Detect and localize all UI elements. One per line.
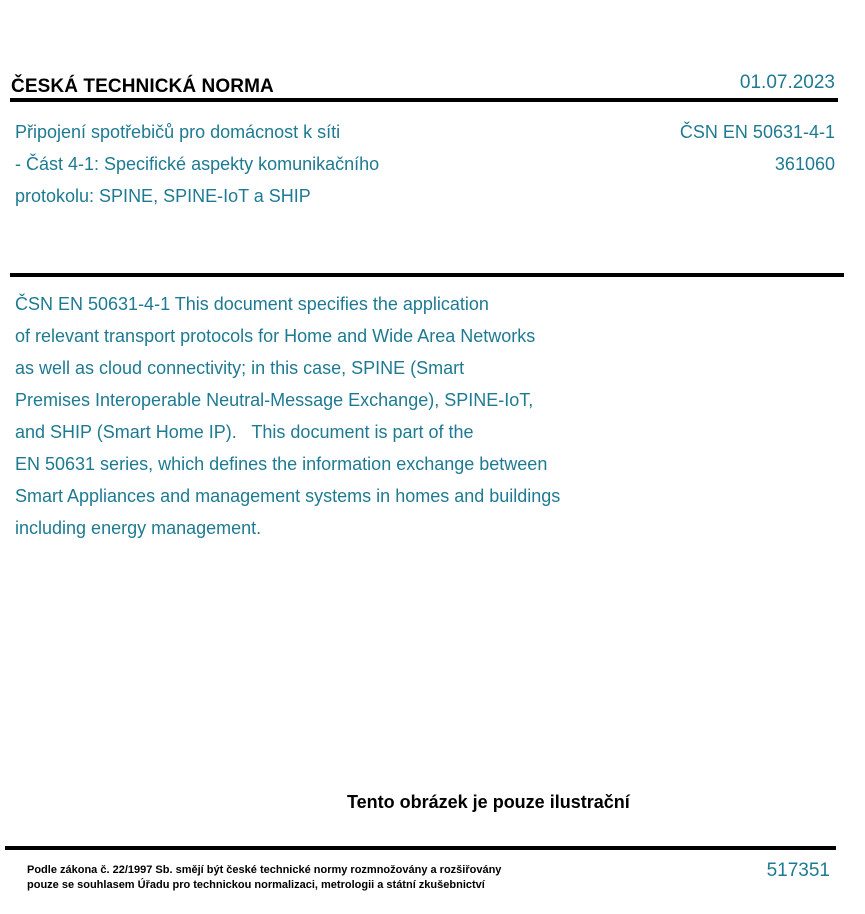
abstract-line: including energy management. bbox=[15, 518, 262, 538]
catalog-number: 517351 bbox=[766, 860, 830, 881]
abstract-line: Premises Interoperable Neutral-Message Exchange), SPINE-IoT, bbox=[15, 390, 534, 410]
abstract-line: ČSN EN 50631-4-1 This document specifies the application bbox=[15, 294, 489, 314]
abstract-text bbox=[15, 288, 675, 544]
abstract-line: and SHIP (Smart Home IP). This document is part of the bbox=[15, 422, 474, 442]
standard-designation: ČSN EN 50631-4-1 bbox=[679, 122, 835, 142]
section-rule bbox=[10, 273, 844, 277]
illustration-note: Tento obrázek je pouze ilustrační bbox=[347, 792, 630, 812]
document-type-heading: ČESKÁ TECHNICKÁ NORMA bbox=[11, 76, 274, 97]
legal-notice-line: Podle zákona č. 22/1997 Sb. smějí být české technické normy rozmnožovány a rozšiřovány bbox=[27, 864, 502, 876]
abstract-line: as well as cloud connectivity; in this case, SPINE (Smart bbox=[15, 358, 465, 378]
abstract-line: Smart Appliances and management systems in homes and buildings bbox=[15, 486, 561, 506]
standard-title-line: Připojení spotřebičů pro domácnost k síti bbox=[15, 122, 341, 142]
header-rule bbox=[10, 98, 838, 102]
standard-title bbox=[15, 116, 485, 212]
footer-rule bbox=[5, 846, 836, 850]
abstract-line: of relevant transport protocols for Home and Wide Area Networks bbox=[15, 326, 536, 346]
publication-date: 01.07.2023 bbox=[739, 72, 835, 93]
legal-notice bbox=[27, 863, 501, 893]
classification-number: 361060 bbox=[774, 154, 835, 174]
standard-title-line: - Část 4-1: Specifické aspekty komunikačního bbox=[15, 154, 380, 174]
standard-reference bbox=[680, 116, 835, 180]
abstract-line: EN 50631 series, which defines the information exchange between bbox=[15, 454, 548, 474]
standard-title-line: protokolu: SPINE, SPINE-IoT a SHIP bbox=[15, 186, 311, 206]
legal-notice-line: pouze se souhlasem Úřadu pro technickou normalizaci, metrologii a státní zkušebnictví bbox=[27, 879, 485, 891]
